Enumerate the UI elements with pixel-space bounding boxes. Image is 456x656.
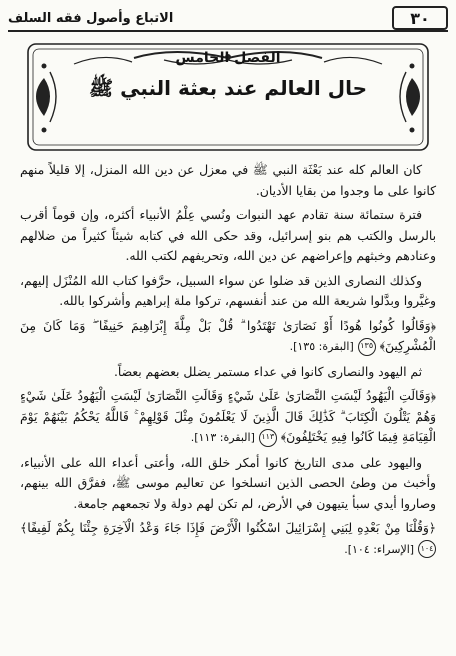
chapter-title: حال العالم عند بعثة النبي ﷺ [88,76,367,100]
paragraph: ثم اليهود والنصارى كانوا في عداء مستمر يضلل بعضهم بعضاً. [113,364,422,379]
verse-reference: [الإسراء: ١٠٤]. [344,542,415,556]
chapter-label: الفصل الخامس [175,50,281,66]
ayah-number-icon: ١١٣ [259,429,277,447]
paragraph: واليهود على مدى التاريخ كانوا أمكر خلق الله، وأعتى أعداء الله على الأنبياء، وأخبث من وطئ الحصى الذين انسلخوا عن تعاليم موسى ﷺ، ففرَّق الله بينهم، وصاروا أيدي سبأ يتيهون في الأرض، لم تكن لهم دولة ولا تجمعهم جامعة. [20,455,436,511]
page-header [8,6,448,32]
verse-text: ﴿وَقَالُوا كُونُوا هُودًا أَوْ نَصَارَىٰ تَهْتَدُوا ۗ قُلْ بَلْ مِلَّةَ إِبْرَاهِيمَ حَنِيفًا ۖ وَمَا كَانَ مِنَ الْمُشْرِكِينَ﴾ [20,318,436,353]
verse-text: ﴿وَقُلْنَا مِنْ بَعْدِهِ لِبَنِي إِسْرَائِيلَ اسْكُنُوا الْأَرْضَ فَإِذَا جَاءَ وَعْدُ الْآخِرَةِ جِئْنَا بِكُمْ لَفِيفًا﴾ [20,521,436,535]
ayah-number-icon: ١٣٥ [358,338,376,356]
verse-reference: [البقرة: ١١٣]. [190,431,255,444]
running-title: الاتباع وأصول فقه السلف [8,10,174,26]
body-text [20,160,436,564]
paragraph: كان العالم كله عند بَعْثَة النبي ﷺ في معزل عن دين الله المنزل، إلا قليلاً منهم كانوا على ما وجدوا من بقايا الأديان. [20,163,436,198]
page-number: ٣٠ [392,6,448,30]
quran-verse [20,386,436,449]
paragraph: فترة ستمائة سنة تقادم عهد النبوات ونُسي عِلْمُ الأنبياء أكثره، وإن قوماً أقرب بالرسل والكتب هم بنو إسرائيل، وقد حكى الله في كتابه شيئاً كثيراً من ضلالهم وعنادهم وخبثهم وإعراضهم عن دين الله، وتحريفهم لكتب الله. [20,208,436,263]
quran-verse [20,518,436,560]
verse-text: ﴿وَقَالَتِ الْيَهُودُ لَيْسَتِ النَّصَارَىٰ عَلَىٰ شَيْءٍ وَقَالَتِ النَّصَارَىٰ لَيْسَتِ الْيَهُودُ عَلَىٰ شَيْءٍ وَهُمْ يَتْلُونَ الْكِتَابَ ۗ كَذَٰلِكَ قَالَ الَّذِينَ لَا يَعْلَمُونَ مِثْلَ قَوْلِهِمْ ۚ فَاللَّهُ يَحْكُمُ بَيْنَهُمْ يَوْمَ الْقِيَامَةِ فِيمَا كَانُوا فِيهِ يَخْتَلِفُونَ﴾ [20,389,436,444]
ayah-number-icon: ١٠٤ [418,540,436,558]
verse-reference: [البقرة: ١٣٥]. [289,340,354,353]
quran-verse [20,316,436,358]
paragraph: وكذلك النصارى الذين قد ضلوا عن سواء السبيل، حرَّفوا كتاب الله المُنْزَل إليهم، وغيَّروا وبدَّلوا شريعة الله من عند أنفسهم، تركوا ملة إبراهيم وأشركوا بالله. [20,273,436,308]
